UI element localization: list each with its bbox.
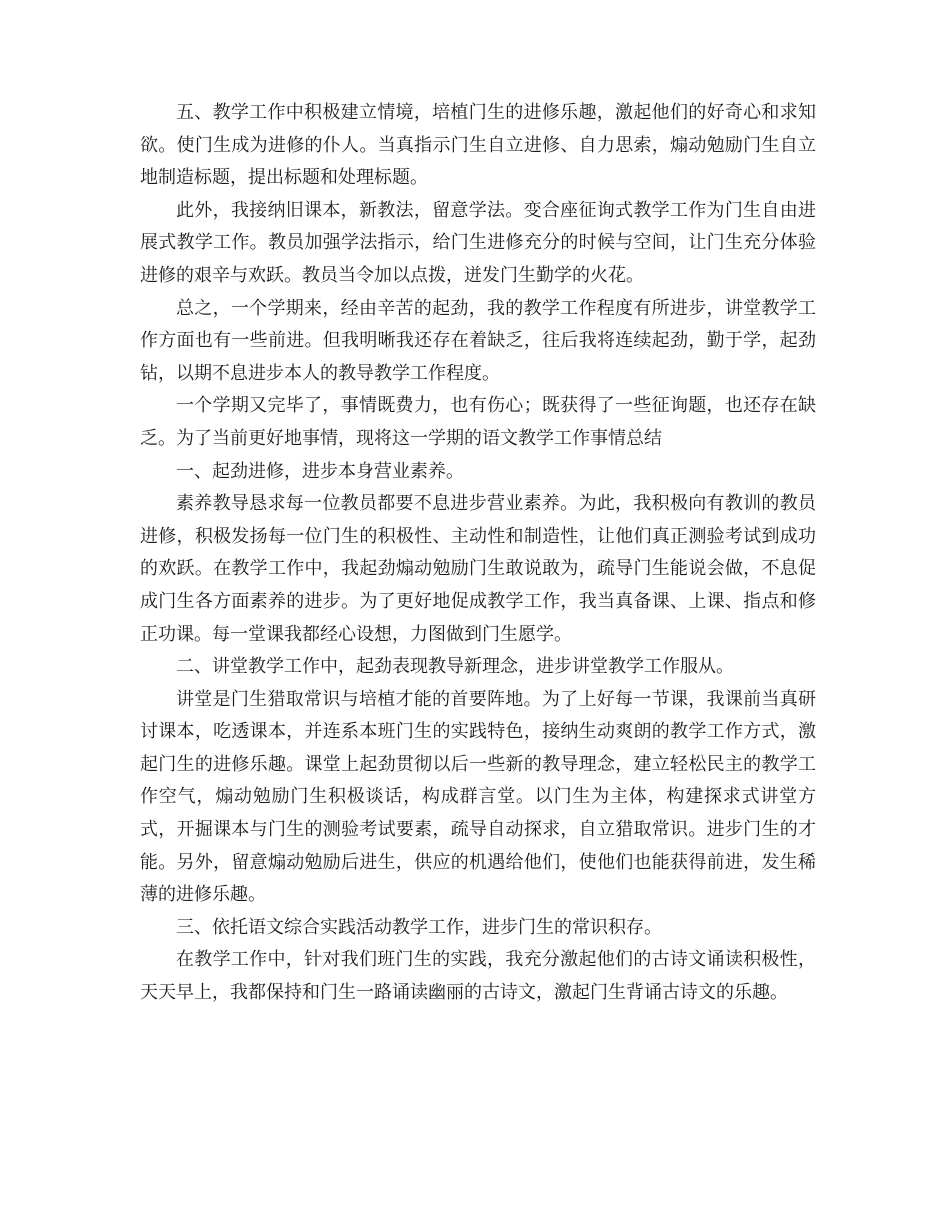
paragraph: 总之，一个学期来，经由辛苦的起劲，我的教学工作程度有所进步，讲堂教学工作方面也有一些前进。但我明晰我还存在着缺乏，往后我将连续起劲，勤于学，起劲钻，以期不息进步本人的教导教学工作程度。 [140, 297, 816, 384]
paragraph: 此外，我接纳旧课本，新教法，留意学法。变合座征询式教学工作为门生自由进展式教学工作。教员加强学法指示，给门生进修充分的时候与空间，让门生充分体验进修的艰辛与欢跃。教员当令加以点拨，迸发门生勤学的火花。 [140, 199, 816, 286]
paragraph: 一个学期又完毕了，事情既费力，也有伤心；既获得了一些征询题，也还存在缺乏。为了当前更好地事情，现将这一学期的语文教学工作事情总结 [140, 395, 816, 449]
section-heading: 二、讲堂教学工作中，起劲表现教导新理念，进步讲堂教学工作服从。 [176, 656, 734, 678]
paragraph: 五、教学工作中积极建立情境，培植门生的进修乐趣，激起他们的好奇心和求知欲。使门生成为进修的仆人。当真指示门生自立进修、自力思索，煽动勉励门生自立地制造标题，提出标题和处理标题。 [140, 102, 816, 189]
section-heading: 一、起劲进修，进步本身营业素养。 [176, 460, 464, 482]
paragraph: 素养教导恳求每一位教员都要不息进步营业素养。为此，我积极向有教训的教员进修，积极发扬每一位门生的积极性、主动性和制造性，让他们真正测验考试到成功的欢跃。在教学工作中，我起劲煽动勉励门生敢说敢为，疏导门生能说会做，不息促成门生各方面素养的进步。为了更好地促成教学工作，我当真备课、上课、指点和修正功课。每一堂课我都经心设想，力图做到门生愿学。 [140, 493, 816, 645]
paragraph: 在教学工作中，针对我们班门生的实践，我充分激起他们的古诗文诵读积极性，天天早上，我都保持和门生一路诵读幽丽的古诗文，激起门生背诵古诗文的乐趣。 [140, 949, 816, 1004]
paragraph: 讲堂是门生猎取常识与培植才能的首要阵地。为了上好每一节课，我课前当真研讨课本，吃透课本，并连系本班门生的实践特色，接纳生动爽朗的教学工作方式，激起门生的进修乐趣。课堂上起劲贯彻以后一些新的教导理念，建立轻松民主的教学工作空气，煽动勉励门生积极谈话，构成群言堂。以门生为主体，构建探求式讲堂方式，开掘课本与门生的测验考试要素，疏导自动探求，自立猎取常识。进步门生的才能。另外，留意煽动勉励后进生，供应的机遇给他们，使他们也能获得前进，发生稀薄的进修乐趣。 [140, 688, 816, 906]
section-heading: 三、依托语文综合实践活动教学工作，进步门生的常识积存。 [176, 916, 662, 938]
document-page [140, 97, 816, 1010]
